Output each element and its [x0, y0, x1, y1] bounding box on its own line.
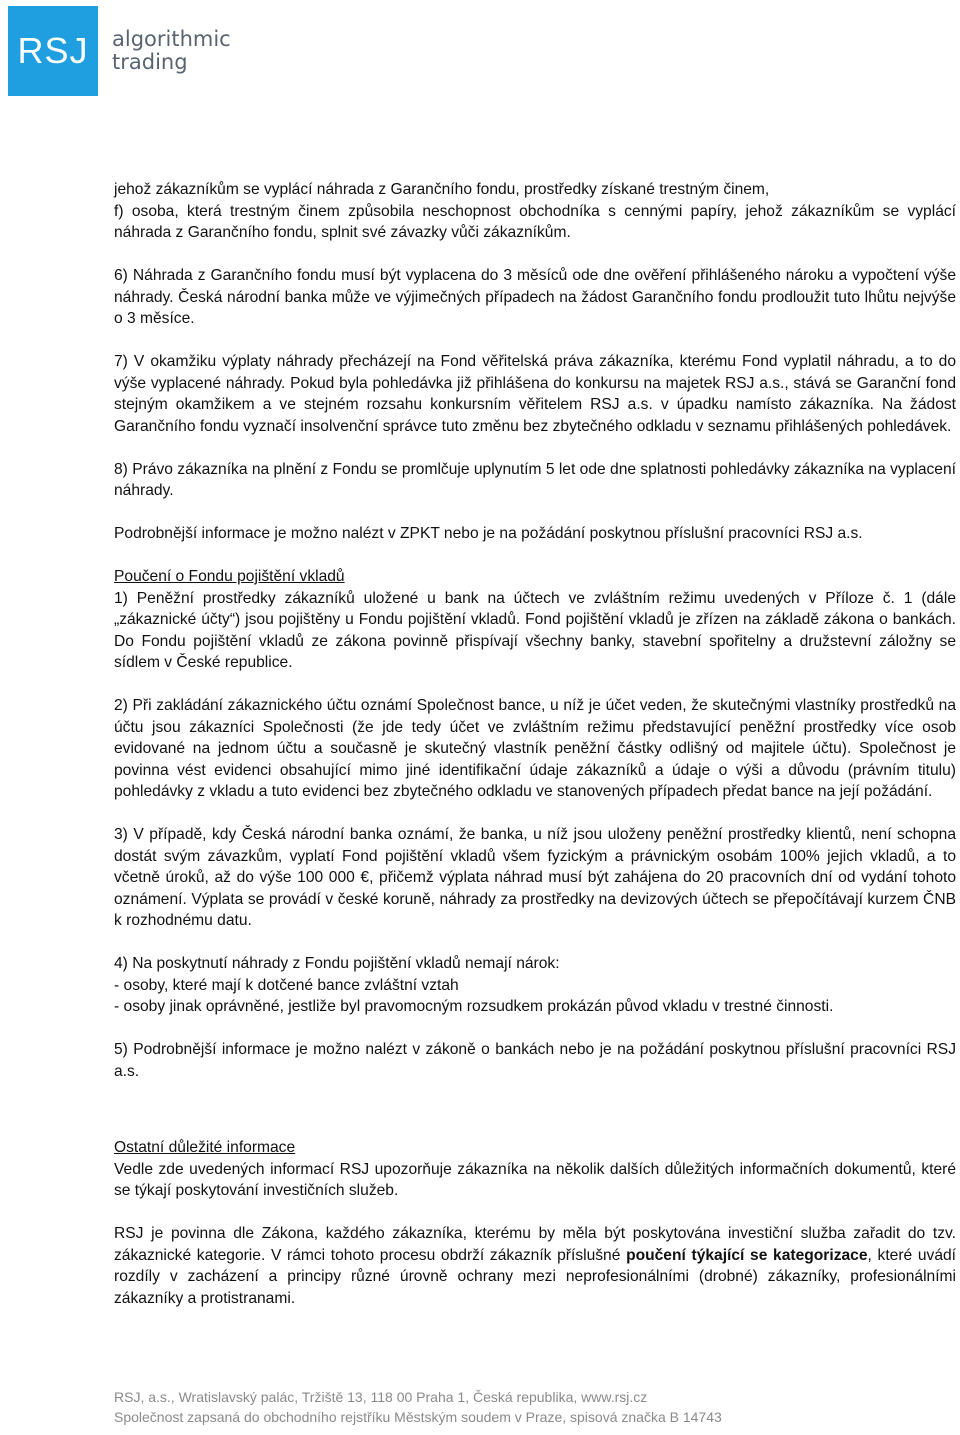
document-body — [114, 179, 956, 1309]
paragraph-deposit-5: 5) Podrobnější informace je možno nalézt v zákoně o bankách nebo je na požádání poskytnou příslušní pracovníci RSJ a.s. — [114, 1041, 956, 1080]
footer-registration: Společnost zapsaná do obchodního rejstříku Městským soudem v Praze, spisová značka B 14743 — [114, 1409, 722, 1425]
page-footer — [114, 1387, 956, 1427]
paragraph-deposit-4-item2: - osoby jinak oprávněné, jestliže byl pravomocným rozsudkem prokázán původ vkladu v trestné činnosti. — [114, 998, 834, 1015]
section-heading-other-info: Ostatní důležité informace — [114, 1139, 296, 1156]
paragraph-item-6: 6) Náhrada z Garančního fondu musí být vyplacena do 3 měsíců ode dne ověření přihlášeného nároku a vypočtení výše náhrady. Česká národní banka může ve výjimečných případech na žádost Garančního fondu prodloužit tuto lhůtu nejvýše o 3 měsíce. — [114, 267, 956, 327]
paragraph-deposit-4-item1: - osoby, které mají k dotčené bance zvláštní vztah — [114, 976, 459, 994]
paragraph-item-7: 7) V okamžiku výplaty náhrady přecházejí na Fond věřitelská práva zákazníka, kterému Fond vyplatil náhradu, a to do výše vyplacené náhrady. Pokud byla pohledávka již přihlášena do konkursu na majetek RSJ a.s., stává se Garanční fond stejným okamžikem a ve stejném rozsahu konkursním věřitelem RSJ a.s. v úpadku namísto zákazníka. Na žádost Garančního fondu vyznačí insolvenční správce tuto změnu bez zbytečného odkladu v seznamu přihlášených pohledávek. — [114, 353, 956, 435]
paragraph-deposit-3: 3) V případě, kdy Česká národní banka oznámí, že banka, u níž jsou uloženy peněžní prostředky klientů, není schopna dostát svým závazkům, vyplatí Fond pojištění vkladů všem fyzickým a právnickým osobám 100% jejich vkladů, a to včetně úroků, až do výše 100 000 €, přičemž výplata náhrad musí být zahájena do 20 pracovních dní od vydání tohoto oznámení. Výplata se provádí v české koruně, náhrady za prostředky na devizových účtech se přepočítávají kurzem ČNB k rozhodnému datu. — [114, 826, 956, 929]
logo-mark-box — [8, 6, 98, 96]
logo-tagline-line2: trading — [112, 50, 188, 74]
paragraph-item-8: 8) Právo zákazníka na plnění z Fondu se promlčuje uplynutím 5 let ode dne splatnosti pohledávky zákazníka na vyplacení náhrady. — [114, 460, 956, 499]
paragraph-more-info: Podrobnější informace je možno nalézt v ZPKT nebo je na požádání poskytnou příslušní pracovníci RSJ a.s. — [114, 525, 863, 542]
section-heading-deposit-insurance: Poučení o Fondu pojištění vkladů — [114, 568, 345, 585]
paragraph-deposit-2: 2) Při zakládání zákaznického účtu oznámí Společnost bance, u níž je účet veden, že skutečnými vlastníky prostředků na účtu jsou zákazníci Společnosti (že jde tedy účet ve zvláštním režimu představující peněžní prostředky více osob evidované na jednom účtu a současně je skutečný vlastník peněžní částky odlišný od majitele účtu). Společnost je povinna vést evidenci obsahující mimo jiné identifikační údaje zákazníků a údaje o výši a důvodu (právním titulu) pohledávky z vkladu a tuto evidenci bez zbytečného odkladu ve stanovených případech předat bance na její požádání. — [114, 697, 956, 800]
paragraph-item-f: f) osoba, která trestným činem způsobila neschopnost obchodníka s cennými papíry, jehož zákazníkům se vyplácí náhrada z Garančního fondu, splnit své závazky vůči zákazníkům. — [114, 202, 956, 241]
paragraph-deposit-1: 1) Peněžní prostředky zákazníků uložené u bank na účtech ve zvláštním režimu uvedených v Příloze č. 1 (dále „zákaznické účty“) jsou pojištěny u Fondu pojištění vkladů. Fond pojištění vkladů je zřízen na základě zákona o bankách. Do Fondu pojištění vkladů ze zákona povinně přispívají všechny banky, stavební spořitelny a družstevní záložny se sídlem v České republice. — [114, 589, 956, 671]
paragraph-other-2 — [114, 1223, 956, 1309]
paragraph-other-2-end: , které uvádí rozdíly v zacházení a principy různé úrovně ochrany mezi neprofesionálními (drobné) zákazníky, profesionálními zákazníky a protistranami. — [114, 1246, 956, 1307]
logo-mark: RSJ — [17, 30, 89, 71]
paragraph-other-1: Vedle zde uvedených informací RSJ upozorňuje zákazníka na několik dalších důležitých informačních dokumentů, které se týkají poskytování investičních služeb. — [114, 1160, 956, 1199]
company-logo — [8, 6, 231, 96]
paragraph-deposit-4-intro: 4) Na poskytnutí náhrady z Fondu pojištění vkladů nemají nárok: — [114, 955, 560, 972]
logo-tagline — [112, 28, 231, 74]
paragraph-other-2-start: RSJ je povinna dle Zákona, každého zákazníka, kterému by měla být poskytována investiční služba zařadit do tzv. zákaznické kategorie. V rámci tohoto procesu obdrží zákazník příslušné — [114, 1225, 956, 1264]
footer-address: RSJ, a.s., Wratislavský palác, Tržiště 13, 118 00 Praha 1, Česká republika, www.rsj.cz — [114, 1389, 648, 1405]
logo-tagline-line1: algorithmic — [112, 27, 231, 51]
paragraph-continuation: jehož zákazníkům se vyplácí náhrada z Garančního fondu, prostředky získané trestným činem, — [114, 181, 770, 198]
paragraph-other-2-bold: poučení týkající se kategorizace — [626, 1246, 868, 1264]
